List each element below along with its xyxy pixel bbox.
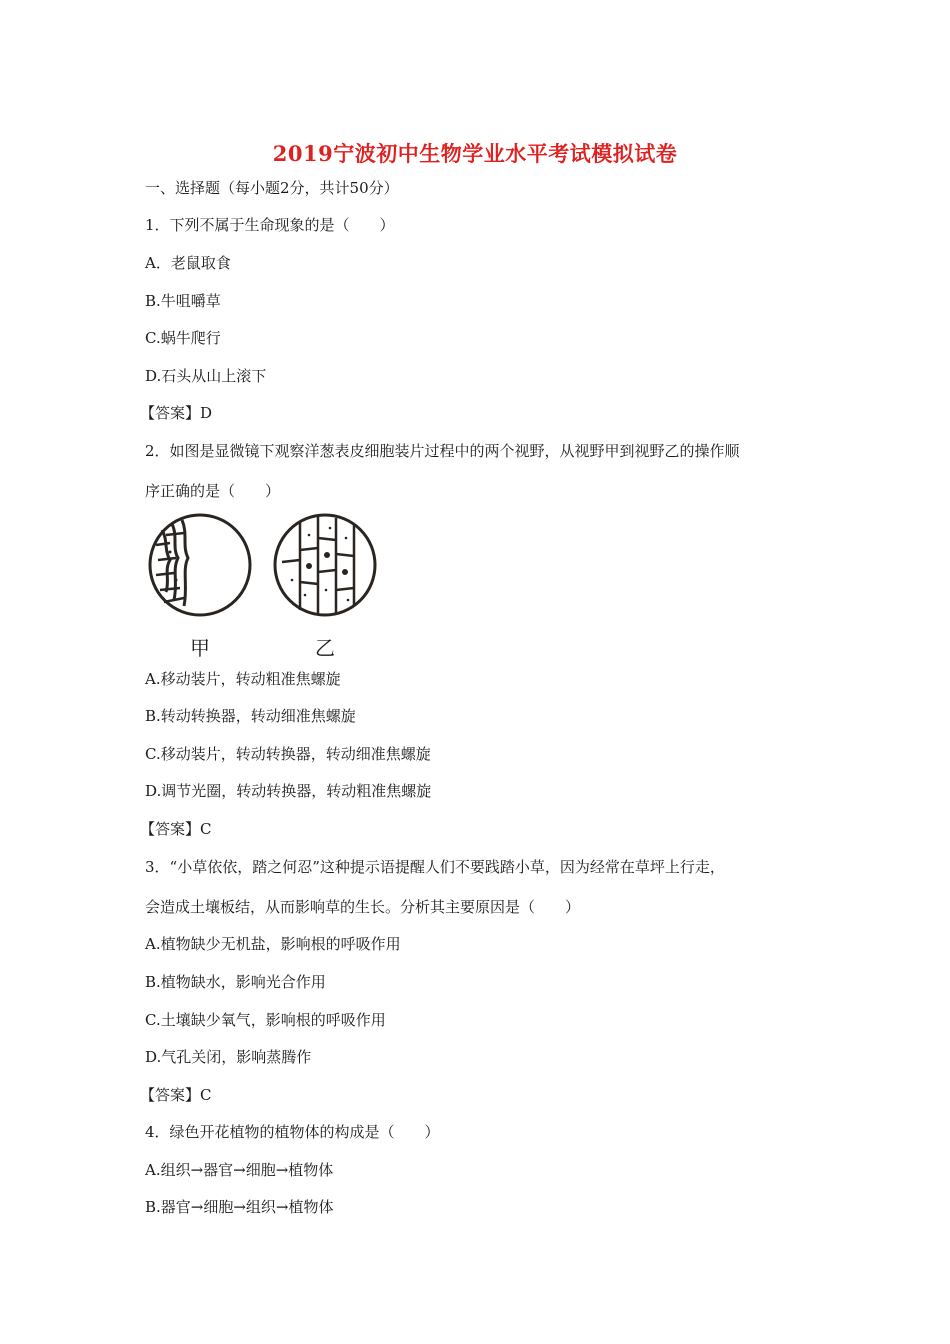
q1-option-c: C.蜗牛爬行 [145, 329, 221, 347]
q2-answer: 【答案】C [140, 820, 212, 838]
figure-label-jia: 甲 [190, 636, 210, 660]
field-jia-icon [150, 515, 250, 615]
page-title: 2019宁波初中生物学业水平考试模拟试卷 [272, 141, 678, 166]
q1-option-b: B.牛咀嚼草 [145, 292, 221, 310]
q3-stem-line2: 会造成土壤板结，从而影响草的生长。分析其主要原因是（ ） [145, 898, 581, 916]
q2-stem-line1: 2．如图是显微镜下观察洋葱表皮细胞装片过程中的两个视野，从视野甲到视野乙的操作顺 [145, 442, 740, 460]
q1-option-a: A．老鼠取食 [145, 254, 231, 272]
q3-option-b: B.植物缺水，影响光合作用 [145, 973, 326, 991]
figure-label-yi: 乙 [315, 636, 335, 660]
q4-option-b: B.器官→细胞→组织→植物体 [145, 1198, 334, 1216]
q2-option-c: C.移动装片，转动转换器，转动细准焦螺旋 [145, 745, 431, 763]
q3-stem-line1: 3．“小草依依，踏之何忍”这种提示语提醒人们不要践踏小草，因为经常在草坪上行走， [145, 858, 725, 876]
q1-answer: 【答案】D [140, 404, 213, 422]
q2-stem-line2: 序正确的是（ ） [145, 482, 281, 500]
microscope-fields-figure [140, 510, 380, 660]
microscope-fields-drawing [140, 510, 380, 635]
q3-option-c: C.土壤缺少氧气，影响根的呼吸作用 [145, 1011, 386, 1029]
q2-option-b: B.转动转换器，转动细准焦螺旋 [145, 707, 356, 725]
q1-option-d: D.石头从山上滚下 [145, 367, 267, 385]
section-heading: 一、选择题（每小题2分，共计50分） [145, 179, 399, 197]
q3-option-d: D.气孔关闭，影响蒸腾作 [145, 1048, 312, 1066]
q2-option-d: D.调节光圈，转动转换器，转动粗准焦螺旋 [145, 782, 432, 800]
q2-option-a: A.移动装片，转动粗准焦螺旋 [145, 670, 341, 688]
q3-option-a: A.植物缺少无机盐，影响根的呼吸作用 [145, 935, 401, 953]
field-yi-icon [275, 515, 375, 615]
q4-stem: 4．绿色开花植物的植物体的构成是（ ） [145, 1123, 440, 1141]
q3-answer: 【答案】C [140, 1086, 212, 1104]
q4-option-a: A.组织→器官→细胞→植物体 [145, 1161, 334, 1179]
q1-stem: 1．下列不属于生命现象的是（ ） [145, 216, 395, 234]
